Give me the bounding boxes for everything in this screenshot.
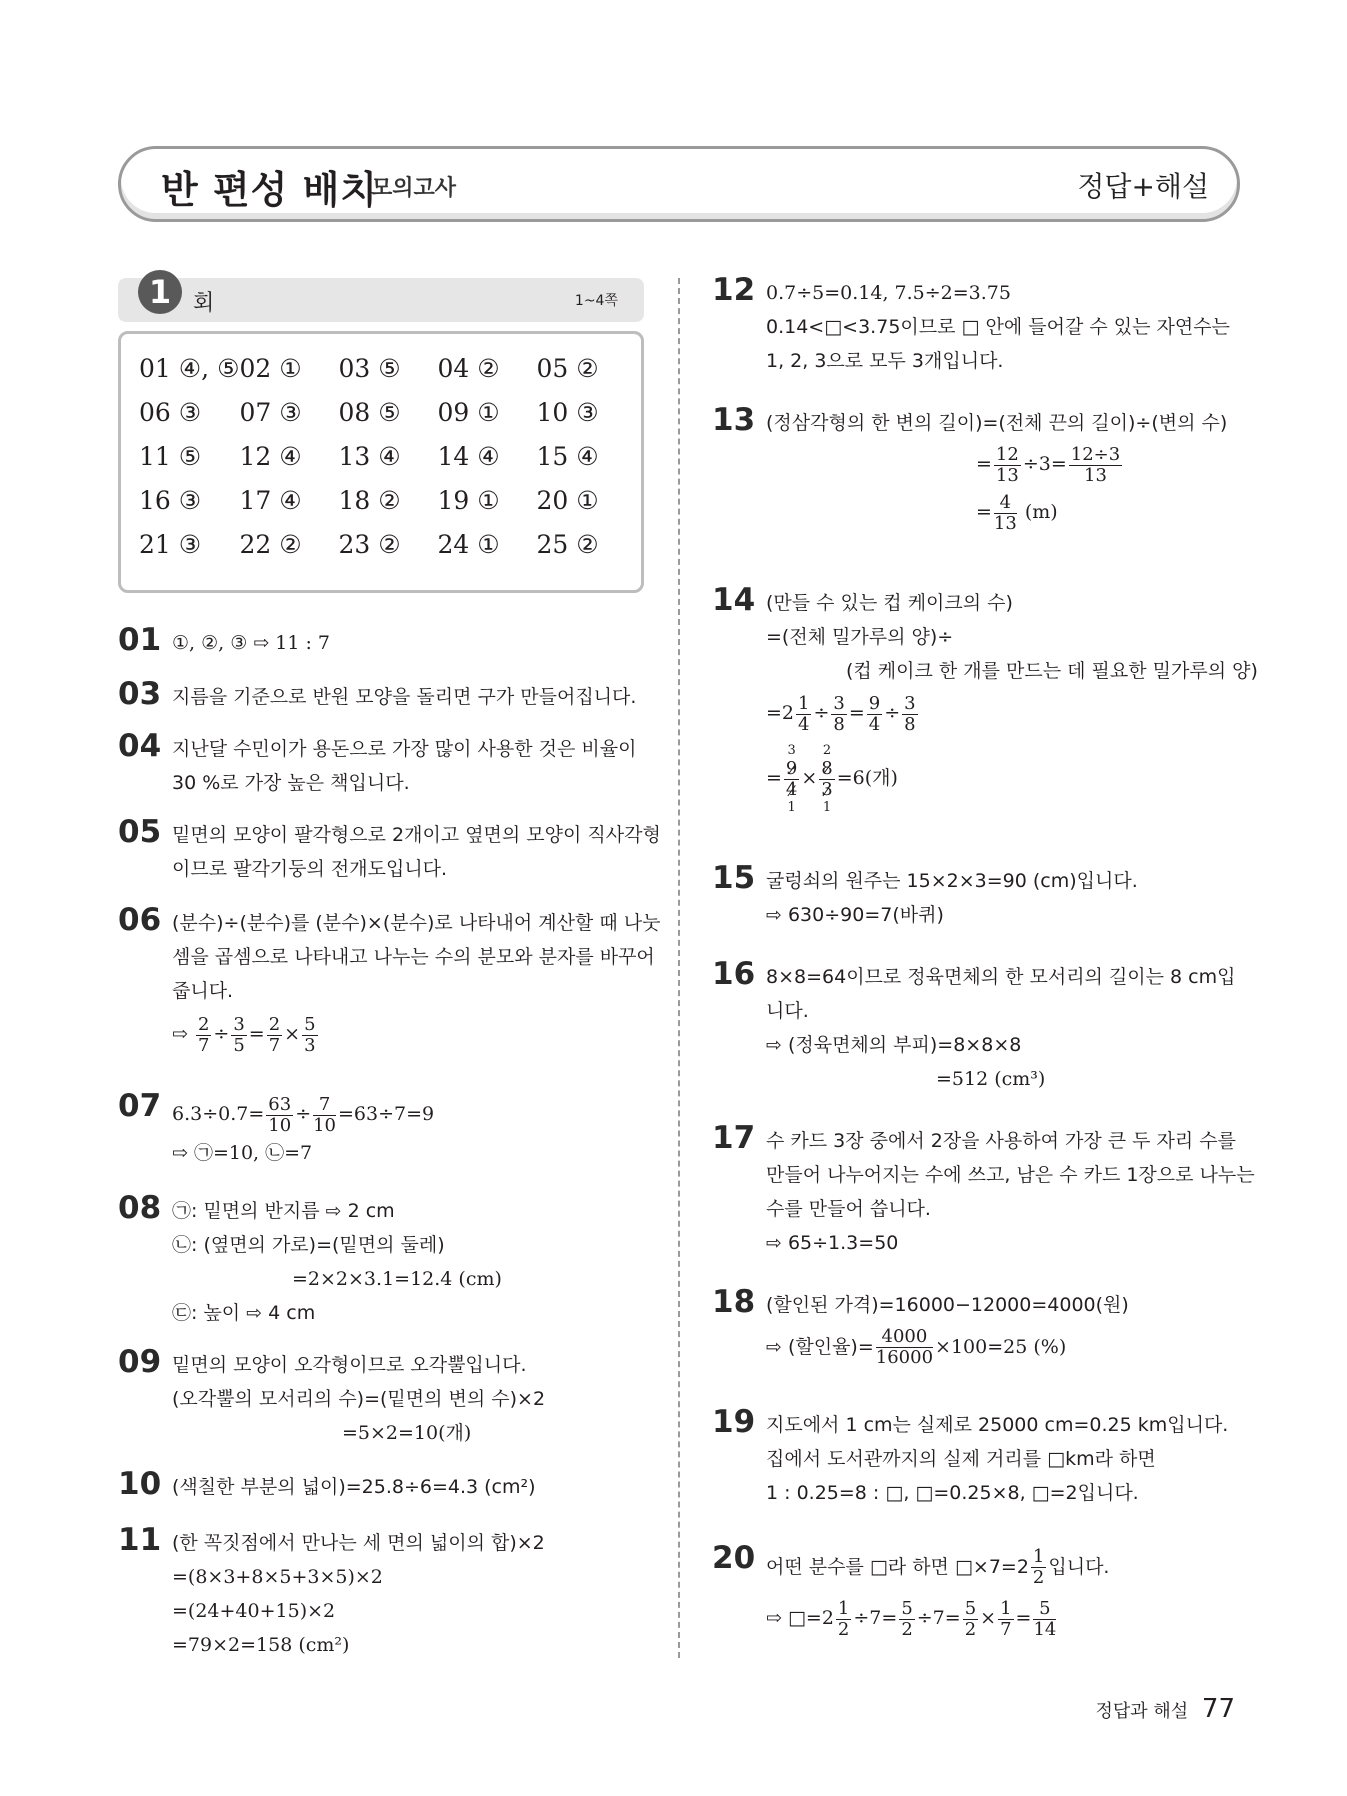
solution-text: 지도에서 1 cm는 실제로 25000 cm=0.25 km입니다. bbox=[766, 1414, 1229, 1436]
operator: = bbox=[976, 501, 992, 523]
question-number: 16 bbox=[712, 956, 756, 992]
question-number: 07 bbox=[118, 1088, 162, 1124]
denominator: 16000 bbox=[875, 1347, 934, 1368]
question-number: 14 bbox=[712, 582, 756, 618]
solution-text: (분수)÷(분수)를 (분수)×(분수)로 나타내어 계산할 때 나눗 bbox=[172, 912, 661, 934]
denominator: 13 bbox=[995, 464, 1019, 486]
formula-text: ⇨ (할인율)= bbox=[766, 1336, 874, 1358]
solution-formula bbox=[766, 1590, 1109, 1646]
answer-cell: 03 ⑤ bbox=[338, 353, 401, 383]
fraction bbox=[899, 1599, 914, 1640]
question-number: 12 bbox=[712, 272, 756, 308]
answer-cell: 08 ⑤ bbox=[338, 397, 401, 427]
solution-text: =79×2=158 (cm²) bbox=[172, 1634, 350, 1656]
fraction bbox=[196, 1015, 211, 1056]
question-number: 01 bbox=[118, 622, 162, 658]
operator: = bbox=[1015, 1607, 1032, 1629]
numerator: 5 bbox=[901, 1597, 913, 1619]
question-number: 04 bbox=[118, 728, 162, 764]
denominator: 4 bbox=[785, 778, 798, 800]
answer-cell: 12 ④ bbox=[239, 441, 302, 471]
header-section-label: 정답+해설 bbox=[1077, 170, 1209, 203]
denominator: 10 bbox=[313, 1114, 337, 1136]
table-row bbox=[139, 390, 635, 434]
fraction bbox=[266, 1095, 293, 1136]
solution-text: 밑면의 모양이 팔각형으로 2개이고 옆면의 모양이 직사각형 bbox=[172, 824, 661, 846]
denominator: 2 bbox=[1032, 1567, 1045, 1588]
round-number-badge: 1 bbox=[138, 270, 182, 314]
answer-cell: 16 ③ bbox=[139, 485, 202, 515]
cancel-top: 3 bbox=[787, 742, 796, 758]
formula-text: 입니다. bbox=[1048, 1556, 1110, 1578]
fraction bbox=[313, 1095, 336, 1136]
numerator: 9 bbox=[868, 692, 881, 714]
answer-cell: 24 ① bbox=[437, 529, 500, 559]
numerator: 4000 bbox=[876, 1327, 933, 1348]
answer-cell: 22 ② bbox=[239, 529, 302, 559]
answer-key-box bbox=[118, 331, 644, 593]
formula-text: 6.3÷0.7= bbox=[172, 1103, 265, 1125]
question-number: 09 bbox=[118, 1344, 162, 1380]
round-label: 회 bbox=[193, 291, 215, 316]
formula-text: ÷3= bbox=[1022, 453, 1067, 475]
solution-text: (만들 수 있는 컵 케이크의 수) bbox=[766, 592, 1013, 614]
solution-text: (색칠한 부분의 넓이)=25.8÷6=4.3 (cm²) bbox=[172, 1476, 536, 1498]
solution-text: ㉡: (옆면의 가로)=(밑면의 둘레) bbox=[172, 1234, 445, 1256]
question-number: 19 bbox=[712, 1404, 756, 1440]
cancel-bottom: 1 bbox=[822, 799, 832, 815]
solution-formula: =2 $\frac{1}{4}$ ÷ $\frac{3}{8}$ = $\frac{9}{4}$ ÷ $\frac{3}{8}$ bbox=[766, 692, 916, 735]
numerator: 7 bbox=[313, 1095, 336, 1116]
solution-text: ⇨ (정육면체의 부피)=8×8×8 bbox=[766, 1034, 1022, 1056]
question-number: 15 bbox=[712, 860, 756, 896]
fraction bbox=[1033, 1599, 1056, 1640]
formula-text: ×100=25 (%) bbox=[935, 1336, 1067, 1358]
page-number: 77 bbox=[1201, 1694, 1235, 1724]
solution-text: 수를 만들어 씁니다. bbox=[766, 1198, 931, 1220]
fraction bbox=[831, 694, 846, 735]
fraction bbox=[994, 493, 1017, 534]
solution-text: (오각뿔의 모서리의 수)=(밑면의 변의 수)×2 bbox=[172, 1388, 546, 1410]
solution-text: 수 카드 3장 중에서 2장을 사용하여 가장 큰 두 자리 수를 bbox=[766, 1130, 1237, 1152]
column-divider bbox=[678, 278, 680, 1658]
answer-cell: 07 ③ bbox=[239, 397, 302, 427]
numerator: 3 bbox=[904, 692, 916, 714]
solution-text: 0.14<□<3.75이므로 □ 안에 들어갈 수 있는 자연수는 bbox=[766, 316, 1230, 338]
numerator: 9 bbox=[785, 757, 798, 779]
denominator: 5 bbox=[233, 1034, 245, 1056]
fraction bbox=[876, 1327, 933, 1368]
solution-text: 줍니다. bbox=[172, 980, 234, 1002]
numerator: 12 bbox=[995, 443, 1019, 465]
fraction bbox=[1031, 1547, 1046, 1588]
denominator: 2 bbox=[901, 1618, 913, 1640]
page-header bbox=[118, 146, 1240, 222]
question-number: 10 bbox=[118, 1466, 162, 1502]
fraction bbox=[836, 1599, 851, 1640]
answer-cell: 20 ① bbox=[536, 485, 599, 515]
solution-text: 8×8=64이므로 정육면체의 한 모서리의 길이는 8 cm입 bbox=[766, 966, 1236, 988]
table-row bbox=[139, 434, 635, 478]
denominator: 2 bbox=[964, 1618, 977, 1640]
answer-cell: 17 ④ bbox=[239, 485, 302, 515]
formula-text: ⇨ □=2 bbox=[766, 1607, 834, 1629]
answer-cell: 05 ② bbox=[536, 353, 599, 383]
denominator: 13 bbox=[1084, 464, 1107, 486]
solution-text: =(24+40+15)×2 bbox=[172, 1600, 336, 1622]
answer-cell: 23 ② bbox=[338, 529, 401, 559]
solution-text: ㉢: 높이 ⇨ 4 cm bbox=[172, 1302, 316, 1324]
denominator: 7 bbox=[1000, 1618, 1012, 1640]
fraction bbox=[1069, 445, 1122, 486]
question-number: 20 bbox=[712, 1540, 756, 1576]
numerator: 1 bbox=[798, 692, 810, 714]
solution-text: ①, ②, ③ ⇨ 11 : 7 bbox=[172, 632, 331, 654]
page-title: 반 편성 배치 bbox=[161, 168, 378, 212]
whole-number: 2 bbox=[781, 702, 795, 724]
solution-text: ⇨ ㉠=10, ㉡=7 bbox=[172, 1142, 313, 1164]
page-subtitle: 모의고사 bbox=[371, 176, 457, 201]
numerator: 5 bbox=[964, 1597, 977, 1619]
solution-text: 이므로 팔각기둥의 전개도입니다. bbox=[172, 858, 448, 880]
solution-formula bbox=[766, 1544, 1109, 1590]
operator: = bbox=[248, 1023, 265, 1045]
operator: ÷ bbox=[213, 1023, 230, 1045]
fraction bbox=[867, 694, 882, 735]
solution-text: 1 : 0.25=8 : □, □=0.25×8, □=2입니다. bbox=[766, 1482, 1139, 1504]
question-number: 17 bbox=[712, 1120, 756, 1156]
solution-formula bbox=[766, 1322, 1129, 1372]
cancel-bottom: 1 bbox=[787, 799, 796, 815]
answer-cell: 10 ③ bbox=[536, 397, 599, 427]
question-number: 18 bbox=[712, 1284, 756, 1320]
solution-text: ⇨ 630÷90=7(바퀴) bbox=[766, 904, 944, 926]
fraction bbox=[902, 694, 917, 735]
operator: = bbox=[976, 453, 992, 475]
table-row bbox=[139, 522, 635, 566]
answer-cell: 09 ① bbox=[437, 397, 500, 427]
solution-text: 1, 2, 3으로 모두 3개입니다. bbox=[766, 350, 1004, 372]
numerator: 12÷3 bbox=[1070, 443, 1121, 465]
operator: × bbox=[980, 1607, 997, 1629]
fraction bbox=[998, 1599, 1013, 1640]
solution-formula: = 3 9 4 1 × 2 8 3 1 =6(개) bbox=[766, 742, 898, 815]
denominator: 10 bbox=[268, 1114, 292, 1136]
answer-cell: 25 ② bbox=[536, 529, 599, 559]
solution-text: 밑면의 모양이 오각형이므로 오각뿔입니다. bbox=[172, 1354, 527, 1376]
solution-formula bbox=[766, 488, 1227, 536]
answer-cell: 18 ② bbox=[338, 485, 401, 515]
operator: ÷ bbox=[295, 1103, 312, 1125]
solution-text: =512 (cm³) bbox=[936, 1068, 1046, 1090]
cancel-top: 2 bbox=[822, 742, 832, 758]
solution-text: (정삼각형의 한 변의 길이)=(전체 끈의 길이)÷(변의 수) bbox=[766, 412, 1228, 434]
numerator: 3 bbox=[833, 692, 845, 714]
table-row bbox=[139, 346, 635, 390]
answer-cell: 15 ④ bbox=[536, 441, 599, 471]
solution-text: =(전체 밀가루의 양)÷ bbox=[766, 626, 954, 648]
unit: (m) bbox=[1024, 501, 1058, 523]
numerator: 3 bbox=[233, 1013, 245, 1035]
fraction bbox=[231, 1015, 246, 1056]
fraction bbox=[796, 694, 811, 735]
numerator: 5 bbox=[1033, 1599, 1056, 1620]
answer-cell: 06 ③ bbox=[139, 397, 202, 427]
denominator: 14 bbox=[1033, 1618, 1057, 1640]
numerator: 2 bbox=[268, 1013, 281, 1035]
numerator: 2 bbox=[197, 1013, 210, 1035]
denominator: 8 bbox=[833, 713, 845, 735]
answer-cell: 13 ④ bbox=[338, 441, 401, 471]
solution-text: 집에서 도서관까지의 실제 거리를 □km라 하면 bbox=[766, 1448, 1156, 1470]
answer-cell: 21 ③ bbox=[139, 529, 202, 559]
solution-text: =(8×3+8×5+3×5)×2 bbox=[172, 1566, 383, 1588]
solution-text: (할인된 가격)=16000−12000=4000(원) bbox=[766, 1294, 1129, 1316]
question-number: 03 bbox=[118, 676, 162, 712]
denominator: 13 bbox=[993, 512, 1017, 534]
fraction bbox=[963, 1599, 978, 1640]
fraction bbox=[302, 1015, 317, 1056]
solution-text: 30 %로 가장 높은 책입니다. bbox=[172, 772, 410, 794]
solution-formula bbox=[766, 440, 1227, 488]
question-number: 06 bbox=[118, 902, 162, 938]
operator: ÷7= bbox=[916, 1607, 961, 1629]
solution-text: ⇨ 65÷1.3=50 bbox=[766, 1232, 899, 1254]
denominator: 7 bbox=[197, 1034, 210, 1056]
solution-text: (한 꼭짓점에서 만나는 세 면의 넓이의 합)×2 bbox=[172, 1532, 545, 1554]
answer-cell: 01 ④, ⑤ bbox=[139, 353, 240, 383]
denominator: 8 bbox=[904, 713, 916, 735]
denominator: 3 bbox=[304, 1034, 316, 1056]
question-number: 13 bbox=[712, 402, 756, 438]
denominator: 3 bbox=[821, 778, 833, 800]
solution-text: 굴렁쇠의 원주는 15×2×3=90 (cm)입니다. bbox=[766, 870, 1138, 892]
formula-text: =63÷7=9 bbox=[338, 1103, 435, 1125]
solution-text: =5×2=10(개) bbox=[342, 1422, 472, 1444]
formula-text: 어떤 분수를 □라 하면 □×7=2 bbox=[766, 1556, 1029, 1578]
numerator: 1 bbox=[1000, 1597, 1012, 1619]
fraction bbox=[267, 1015, 282, 1056]
solution-formula bbox=[172, 1012, 660, 1056]
question-number: 11 bbox=[118, 1522, 162, 1558]
solution-text: 지난달 수민이가 용돈으로 가장 많이 사용한 것은 비율이 bbox=[172, 738, 637, 760]
answer-cell: 02 ① bbox=[239, 353, 302, 383]
solution-text: 만들어 나누어지는 수에 쓰고, 남은 수 카드 1장으로 나누는 bbox=[766, 1164, 1255, 1186]
operator: × bbox=[284, 1023, 301, 1045]
denominator: 7 bbox=[268, 1034, 281, 1056]
denominator: 4 bbox=[798, 713, 810, 735]
numerator: 1 bbox=[1032, 1546, 1045, 1567]
question-number: 08 bbox=[118, 1190, 162, 1226]
operator: ÷7= bbox=[853, 1607, 898, 1629]
solution-text: =2×2×3.1=12.4 (cm) bbox=[292, 1268, 502, 1290]
denominator: 4 bbox=[868, 713, 881, 735]
answer-cell: 19 ① bbox=[437, 485, 500, 515]
cancelled-fraction bbox=[819, 743, 834, 816]
cancelled-fraction bbox=[784, 743, 799, 816]
denominator: 2 bbox=[837, 1618, 850, 1640]
numerator: 8 bbox=[821, 757, 833, 779]
numerator: 1 bbox=[837, 1597, 850, 1619]
numerator: 63 bbox=[268, 1093, 292, 1115]
solution-text: 셈을 곱셈으로 나타내고 나누는 수의 분모와 분자를 바꾸어 bbox=[172, 946, 655, 968]
arrow-icon: ⇨ bbox=[172, 1023, 188, 1045]
solution-text: ㉠: 밑면의 반지름 ⇨ 2 cm bbox=[172, 1200, 395, 1222]
numerator: 4 bbox=[994, 493, 1017, 514]
question-number: 05 bbox=[118, 814, 162, 850]
numerator: 5 bbox=[304, 1013, 316, 1035]
solution-text: 지름을 기준으로 반원 모양을 돌리면 구가 만들어집니다. bbox=[172, 686, 637, 708]
table-row bbox=[139, 478, 635, 522]
footer-label: 정답과 해설 bbox=[1095, 1701, 1189, 1722]
round-bar bbox=[118, 273, 644, 322]
page-footer bbox=[1096, 1694, 1236, 1724]
answer-cell: 14 ④ bbox=[437, 441, 500, 471]
formula-text: =6(개) bbox=[836, 767, 898, 789]
solution-text: 0.7÷5=0.14, 7.5÷2=3.75 bbox=[766, 282, 1011, 304]
solution-text: 니다. bbox=[766, 1000, 809, 1022]
answer-cell: 04 ② bbox=[437, 353, 500, 383]
solution-formula bbox=[172, 1092, 434, 1136]
fraction bbox=[994, 445, 1021, 486]
round-pages: 1~4쪽 bbox=[574, 293, 618, 309]
answer-key-table bbox=[139, 346, 635, 566]
answer-cell: 11 ⑤ bbox=[139, 441, 202, 471]
solution-text: (컵 케이크 한 개를 만드는 데 필요한 밀가루의 양) bbox=[846, 660, 1258, 682]
